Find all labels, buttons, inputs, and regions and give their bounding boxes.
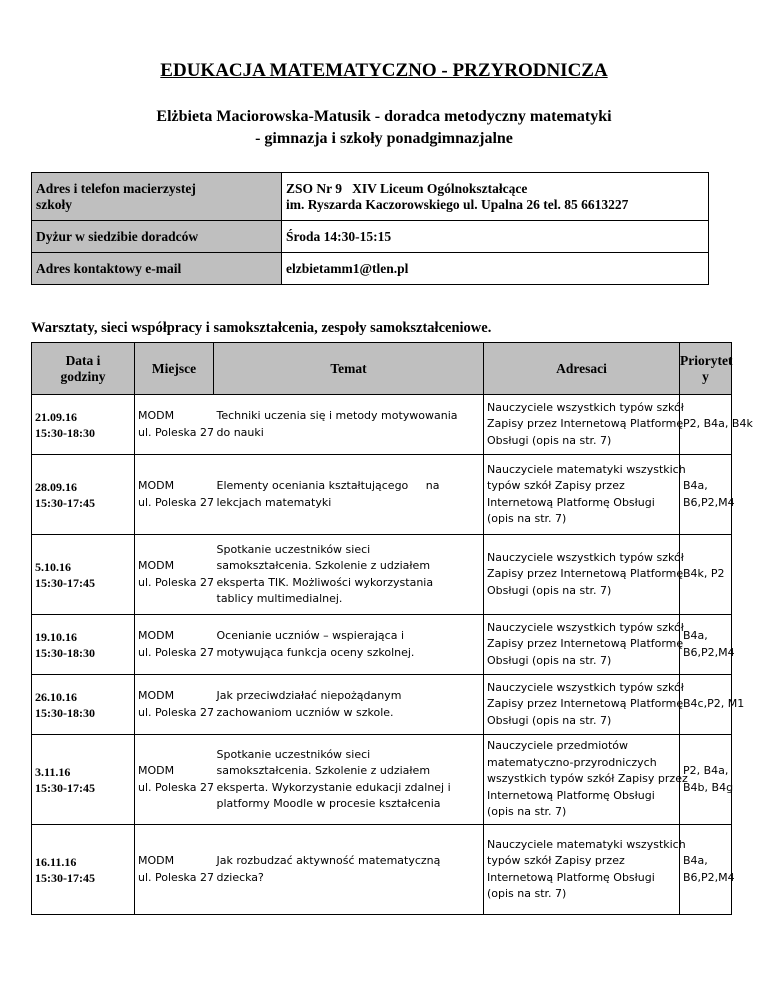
row-priority-line: P2, B4a,	[683, 764, 729, 777]
row-audience-line: Nauczyciele matematyki wszystkich	[487, 837, 686, 851]
row-audience-line: (opis na str. 7)	[487, 805, 567, 819]
row-audience-cell	[484, 615, 684, 675]
row-priority-cell	[680, 825, 735, 915]
column-header-audience: Adresaci	[484, 343, 680, 395]
row-topic-cell	[214, 535, 484, 615]
email-label: Adres kontaktowy e-mail	[32, 253, 282, 285]
row-audience-line: Zapisy przez Internetową Platformę	[487, 567, 684, 581]
row-audience-line: Obsługi (opis na str. 7)	[487, 713, 612, 727]
row-topic-line: eksperta. Wykorzystanie edukacji zdalnej i	[216, 780, 451, 794]
row-priority-line: B4a,	[683, 479, 708, 492]
row-audience-line: typów szkół Zapisy przez	[487, 854, 625, 867]
row-priority-line: B4k, P2	[683, 567, 725, 581]
table-row	[32, 535, 732, 615]
row-priority-cell	[680, 615, 735, 675]
row-place-name: MODM	[138, 479, 175, 492]
row-topic-cell	[214, 455, 484, 535]
row-audience-line: matematyczno-przyrodniczych	[487, 755, 657, 769]
row-place-cell	[135, 395, 214, 455]
row-topic-line: do nauki	[216, 425, 264, 439]
row-topic-cell	[214, 825, 484, 915]
row-date: 21.09.16	[35, 409, 77, 424]
row-place-address: ul. Poleska 27	[138, 645, 214, 659]
row-priority-cell	[680, 535, 732, 615]
address-label-line-1: Adres i telefon macierzystej	[36, 180, 196, 196]
row-audience-line: (opis na str. 7)	[487, 512, 567, 525]
row-topic-line: Ocenianie uczniów – wspierająca i	[216, 629, 405, 642]
email-value: elzbietamm1@tlen.pl	[282, 253, 709, 285]
row-topic-cell	[214, 395, 484, 455]
contact-info-table	[31, 172, 709, 285]
row-place-name: MODM	[138, 689, 175, 702]
page-title: EDUKACJA MATEMATYCZNO - PRZYRODNICZA	[160, 60, 608, 81]
subtitle-line-1: Elżbieta Maciorowska-Matusik - doradca metodyczny matematyki	[156, 108, 612, 125]
row-audience-cell	[484, 735, 688, 825]
table-row	[32, 675, 732, 735]
row-place-name: MODM	[138, 629, 175, 642]
row-topic-line: eksperta TIK. Możliwości wykorzystania	[216, 575, 434, 589]
row-audience-line: Internetową Platformę Obsługi	[487, 788, 655, 802]
table-row	[32, 825, 732, 915]
row-priority-line: P2, B4a, B4k	[683, 417, 753, 431]
row-topic-line: Spotkanie uczestników sieci	[216, 747, 371, 761]
row-audience-line: Obsługi (opis na str. 7)	[487, 583, 612, 597]
row-place-cell	[135, 675, 214, 735]
table-row	[32, 455, 732, 535]
section-heading: Warsztaty, sieci współpracy i samokształcenia, zespoły samokształceniowe.	[31, 320, 492, 336]
row-topic-line: Spotkanie uczestników sieci	[216, 542, 371, 556]
row-place-address: ul. Poleska 27	[138, 705, 214, 719]
row-audience-line: Nauczyciele wszystkich typów szkół	[487, 400, 684, 414]
row-audience-line: Internetową Platformę Obsługi	[487, 870, 655, 884]
row-date-cell	[32, 735, 135, 825]
row-place-name: MODM	[138, 764, 175, 777]
table-row	[32, 615, 732, 675]
row-topic-line: Jak przeciwdziałać niepożądanym	[216, 689, 402, 702]
row-topic-line: Elementy oceniania kształtującego na	[216, 479, 440, 492]
row-audience-line: Zapisy przez Internetową Platformę	[487, 637, 684, 651]
row-audience-line: Obsługi (opis na str. 7)	[487, 653, 612, 667]
address-label	[32, 173, 282, 221]
row-audience-line: typów szkół Zapisy przez	[487, 479, 625, 492]
column-header-date-line-2: godziny	[60, 368, 106, 384]
row-topic-line: lekcjach matematyki	[216, 495, 332, 509]
row-topic-line: platformy Moodle w procesie kształcenia	[216, 797, 441, 810]
row-priority-cell	[680, 735, 732, 825]
row-place-cell	[135, 735, 214, 825]
address-label-line-2: szkoły	[36, 196, 73, 212]
row-date-cell	[32, 675, 135, 735]
subtitle	[60, 106, 708, 150]
row-audience-cell	[484, 395, 684, 455]
row-place-name: MODM	[138, 559, 175, 572]
table-row	[32, 395, 732, 455]
row-date-cell	[32, 455, 135, 535]
row-priority-line: B4a,	[683, 854, 708, 867]
row-audience-cell	[484, 825, 686, 915]
row-date-cell	[32, 615, 135, 675]
row-time: 15:30-18:30	[35, 705, 95, 720]
row-topic-line: zachowaniom uczniów w szkole.	[216, 705, 394, 719]
row-place-cell	[135, 535, 214, 615]
row-place-cell	[135, 825, 214, 915]
row-topic-cell	[214, 615, 484, 675]
row-place-address: ul. Poleska 27	[138, 780, 214, 794]
row-audience-line: Nauczyciele wszystkich typów szkół	[487, 550, 684, 564]
row-place-address: ul. Poleska 27	[138, 425, 214, 439]
row-audience-cell	[484, 535, 684, 615]
row-place-cell	[135, 615, 214, 675]
row-audience-line: Nauczyciele wszystkich typów szkół	[487, 620, 684, 634]
row-topic-line: motywująca funkcja oceny szkolnej.	[216, 645, 415, 659]
row-topic-line: dziecka?	[216, 870, 264, 884]
row-topic-line: tablicy multimedialnej.	[216, 592, 343, 605]
row-topic-line: Techniki uczenia się i metody motywowania	[216, 409, 458, 422]
row-place-address: ul. Poleska 27	[138, 870, 214, 884]
duty-value: Środa 14:30-15:15	[282, 221, 709, 253]
column-header-date	[32, 343, 135, 395]
row-date: 5.10.16	[35, 559, 71, 574]
row-topic-line: samokształcenia. Szkolenie z udziałem	[216, 764, 431, 777]
row-place-name: MODM	[138, 854, 175, 867]
row-priority-line: B4b, B4g	[683, 780, 734, 794]
address-value	[282, 173, 709, 221]
row-date: 28.09.16	[35, 479, 77, 494]
row-place-name: MODM	[138, 409, 175, 422]
row-topic-cell	[214, 735, 484, 825]
row-date: 16.11.16	[35, 854, 77, 869]
row-place-address: ul. Poleska 27	[138, 575, 214, 589]
row-audience-cell	[484, 455, 686, 535]
table-row	[32, 735, 732, 825]
row-time: 15:30-18:30	[35, 645, 95, 660]
row-topic-cell	[214, 675, 484, 735]
column-header-priority-line-2: y	[702, 368, 709, 384]
row-time: 15:30-17:45	[35, 870, 95, 885]
row-time: 15:30-17:45	[35, 575, 95, 590]
row-priority-line: B4a,	[683, 629, 708, 642]
row-date: 19.10.16	[35, 629, 77, 644]
row-time: 15:30-17:45	[35, 780, 95, 795]
row-priority-line: B6,P2,M4	[683, 495, 735, 509]
row-place-cell	[135, 455, 214, 535]
row-audience-line: wszystkich typów szkół Zapisy przez	[487, 772, 688, 786]
row-date: 26.10.16	[35, 689, 77, 704]
row-time: 15:30-18:30	[35, 425, 95, 440]
column-header-topic: Temat	[214, 343, 484, 395]
row-date-cell	[32, 535, 135, 615]
row-audience-line: (opis na str. 7)	[487, 887, 567, 900]
address-value-line-1: ZSO Nr 9 XIV Liceum Ogólnokształcące	[286, 180, 528, 196]
row-date-cell	[32, 825, 135, 915]
row-date: 3.11.16	[35, 764, 71, 779]
row-audience-line: Nauczyciele matematyki wszystkich	[487, 462, 686, 476]
column-header-place: Miejsce	[135, 343, 214, 395]
subtitle-line-2: - gimnazja i szkoły ponadgimnazjalne	[255, 130, 513, 147]
row-priority-cell	[680, 675, 745, 735]
row-place-address: ul. Poleska 27	[138, 495, 214, 509]
row-priority-cell	[680, 455, 735, 535]
row-audience-line: Zapisy przez Internetową Platformę	[487, 417, 684, 431]
row-priority-cell	[680, 395, 753, 455]
column-header-priority-line-1: Priorytet	[680, 352, 733, 368]
row-topic-line: Jak rozbudzać aktywność matematyczną	[216, 854, 441, 867]
row-audience-line: Nauczyciele przedmiotów	[487, 739, 629, 753]
row-audience-line: Obsługi (opis na str. 7)	[487, 433, 612, 447]
row-audience-line: Nauczyciele wszystkich typów szkół	[487, 680, 684, 694]
row-audience-line: Internetową Platformę Obsługi	[487, 495, 655, 509]
column-header-date-line-1: Data i	[65, 352, 101, 368]
row-time: 15:30-17:45	[35, 495, 95, 510]
duty-label: Dyżur w siedzibie doradców	[32, 221, 282, 253]
row-date-cell	[32, 395, 135, 455]
schedule-header-row	[32, 343, 732, 395]
row-audience-cell	[484, 675, 684, 735]
row-priority-line: B6,P2,M4	[683, 645, 735, 659]
address-value-line-2: im. Ryszarda Kaczorowskiego ul. Upalna 26 tel. 85 6613227	[286, 196, 629, 212]
row-topic-line: samokształcenia. Szkolenie z udziałem	[216, 559, 431, 572]
row-priority-line: B4c,P2, M1	[683, 697, 745, 711]
schedule-table	[31, 342, 753, 915]
row-audience-line: Zapisy przez Internetową Platformę	[487, 697, 684, 711]
row-priority-line: B6,P2,M4	[683, 870, 735, 884]
column-header-priority	[680, 343, 732, 395]
